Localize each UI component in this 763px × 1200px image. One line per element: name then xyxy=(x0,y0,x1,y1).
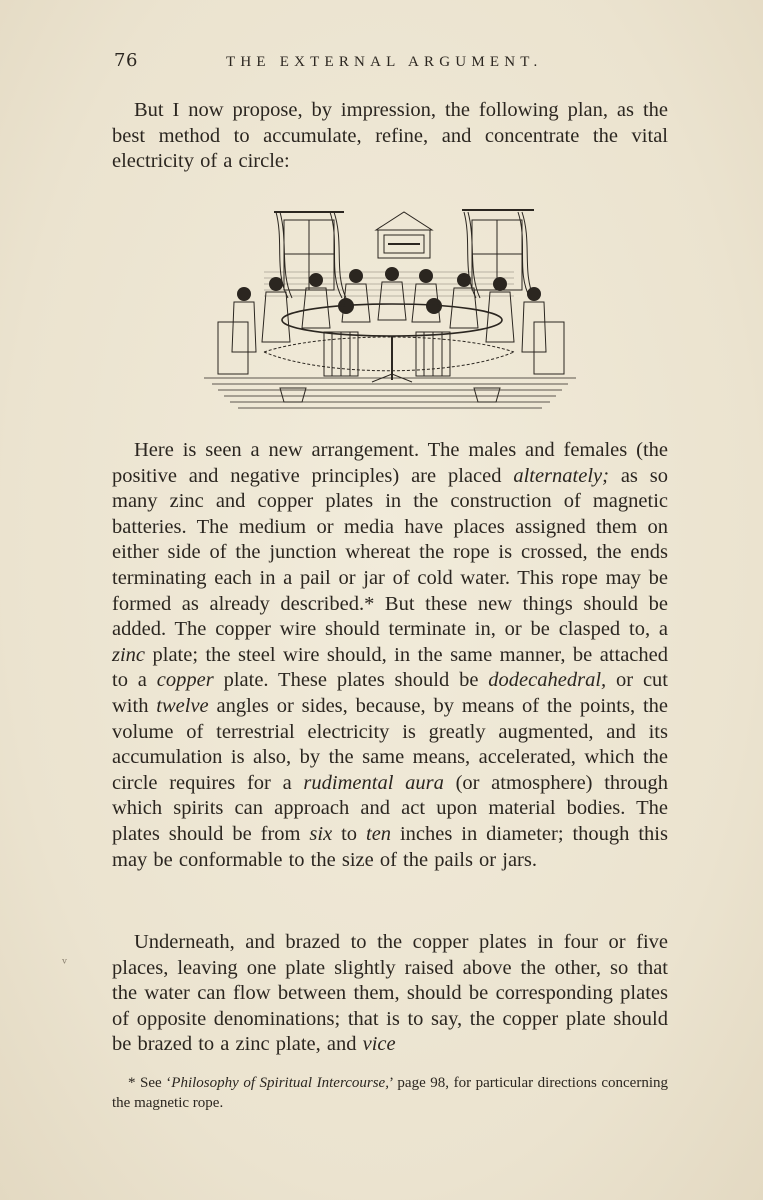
main-italic-1: alternately; xyxy=(513,464,609,487)
main-text-8: to xyxy=(332,822,366,845)
main-text-6: angles or sides, because, by means of the points, the volume of terrestrial electricity is greatly augmented, and its accumulation is also, by the same means, accelerated, which the circle requires for a xyxy=(112,694,668,794)
underneath-paragraph xyxy=(112,930,668,1058)
floor-lines xyxy=(204,378,576,408)
main-italic-6: rudimental aura xyxy=(303,771,444,794)
main-italic-7: six xyxy=(309,822,333,845)
footnote xyxy=(112,1073,668,1113)
main-text-7: (or atmosphere) through which spirits can approach and act upon material bodies. The plates should be from xyxy=(112,771,668,845)
main-text-4: plate. These plates should be xyxy=(213,669,489,692)
bodies xyxy=(232,282,546,352)
page-header xyxy=(112,50,672,80)
main-italic-4: dodecahedral, xyxy=(488,669,607,692)
main-text-9: inches in diameter; though this may be conformable to the size of the pails or jars. xyxy=(112,822,668,871)
rope xyxy=(264,352,514,371)
intro-text: But I now propose, by impression, the following plan, as the best method to accumulate, refine, and concentrate the vital electricity of a circle: xyxy=(112,99,668,173)
footnote-text-1: * See ‘ xyxy=(128,1075,172,1091)
footnote-text-2: ’ page 98, for particular directions concerning the magnetic rope. xyxy=(112,1075,668,1111)
main-paragraph xyxy=(112,438,668,873)
main-text-2: as so many zinc and copper plates in the construction of magnetic batteries. The medium or media have places assigned them on either side of the junction whereat the rope is crossed, the ends terminating each in a pail or jar of cold water. This rope may be formed as already described.* But these new things should be added. The copper wire should terminate in, or be clasped to, a xyxy=(112,464,668,641)
intro-paragraph xyxy=(112,98,668,175)
main-italic-8: ten xyxy=(366,822,392,845)
framed-picture xyxy=(376,212,432,258)
main-italic-3: copper xyxy=(156,669,214,692)
underneath-italic: vice xyxy=(362,1033,396,1056)
running-title: THE EXTERNAL ARGUMENT. xyxy=(226,54,543,70)
main-text-5: or cut with xyxy=(112,669,669,717)
engraving-illustration xyxy=(204,202,576,414)
underneath-text: Underneath, and brazed to the copper plates in four or five places, leaving one plate slightly raised above the other, so that the water can flow between them, should be corresponding plates of opposite denominations; that is to say, the copper plate should be brazed to a zinc plate, and xyxy=(112,931,668,1056)
page-number: 76 xyxy=(114,50,138,71)
main-text-1: Here is seen a new arrangement. The males and females (the positive and negative principles) are placed xyxy=(112,439,668,487)
main-italic-5: twelve xyxy=(156,694,209,717)
footnote-italic: Philosophy of Spiritual Intercourse, xyxy=(171,1075,389,1091)
main-text-3: plate; the steel wire should, in the same manner, be attached to a xyxy=(112,643,668,692)
left-window xyxy=(274,212,346,298)
margin-pencil-mark: ᵛ xyxy=(62,956,68,972)
main-italic-2: zinc xyxy=(112,643,146,666)
